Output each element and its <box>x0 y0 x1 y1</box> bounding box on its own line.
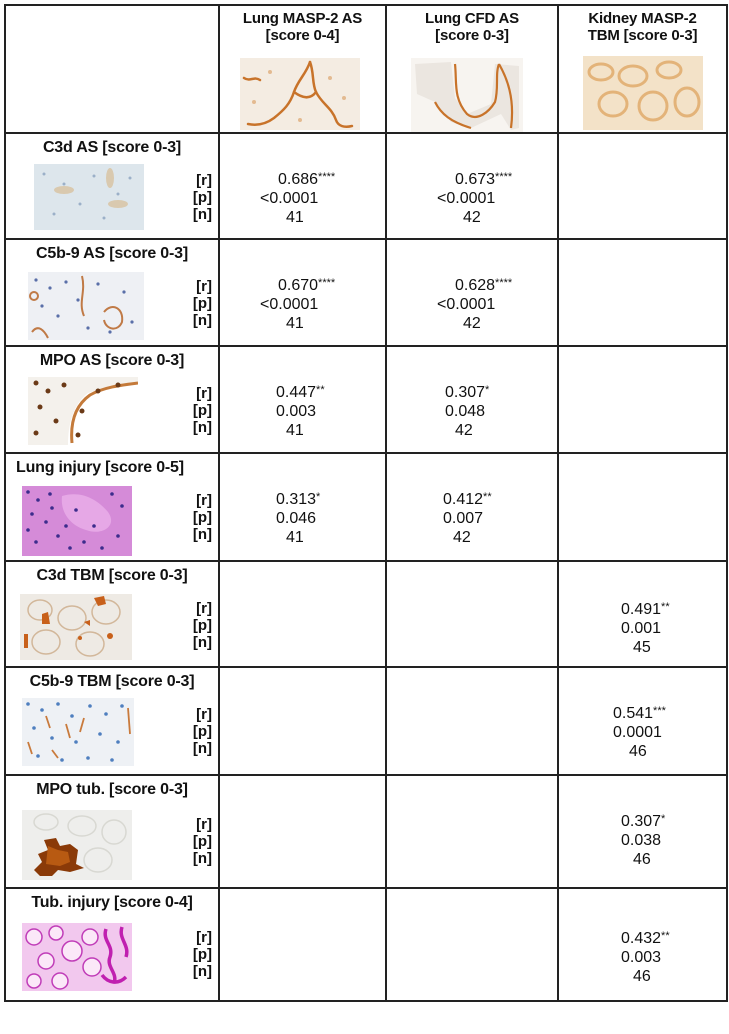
row-title: MPO tub. [score 0-3] <box>36 781 188 798</box>
table-row <box>5 561 727 667</box>
cell-mpo-tub-lung-cfd <box>386 775 558 888</box>
cell-mpo-as-kidney-masp2 <box>558 346 727 453</box>
p-value: <0.0001 <box>260 296 319 313</box>
p-value: <0.0001 <box>437 296 496 313</box>
n-value: 42 <box>453 529 471 546</box>
mpo-tub-stain-image <box>22 810 132 880</box>
cell-c3d-as-kidney-masp2 <box>558 133 727 239</box>
p-value: 0.048 <box>445 403 486 420</box>
cell-c5b9-tbm-lung-masp2 <box>219 667 386 775</box>
table-row <box>5 239 727 346</box>
cell-tub-injury-kidney-masp2 <box>558 888 727 1001</box>
r-value: 0.686**** <box>278 171 336 188</box>
column-title: Lung CFD AS <box>425 10 519 27</box>
cell-tub-injury-lung-cfd <box>386 888 558 1001</box>
lung-cfd-stain-image <box>411 58 523 132</box>
column-header-lung-cfd <box>386 5 558 133</box>
row-title: C5b-9 TBM [score 0-3] <box>29 673 195 690</box>
cell-c3d-tbm-kidney-masp2 <box>558 561 727 667</box>
n-value: 46 <box>629 743 647 760</box>
r-value: 0.447** <box>276 384 325 401</box>
r-value: 0.307* <box>621 813 666 830</box>
column-score-range: [score 0-3] <box>435 27 509 44</box>
n-value: 42 <box>463 315 481 332</box>
cell-mpo-as-lung-masp2 <box>219 346 386 453</box>
correlation-table <box>4 4 728 1002</box>
p-value: <0.0001 <box>260 190 319 207</box>
r-value: 0.313* <box>276 491 321 508</box>
stat-labels: [r] [p] [n] <box>192 600 212 651</box>
stat-labels: [r] [p] [n] <box>192 816 212 867</box>
cell-mpo-as-lung-cfd <box>386 346 558 453</box>
cell-mpo-tub-kidney-masp2 <box>558 775 727 888</box>
r-value: 0.432** <box>621 930 670 947</box>
n-value: 46 <box>633 968 651 985</box>
table-row <box>5 453 727 561</box>
cell-c3d-tbm-lung-cfd <box>386 561 558 667</box>
stat-labels: [r] [p] [n] <box>192 706 212 757</box>
c3d-tbm-stain-image <box>20 594 132 660</box>
cell-c5b9-as-lung-cfd <box>386 239 558 346</box>
cell-mpo-tub-lung-masp2 <box>219 775 386 888</box>
table-row <box>5 775 727 888</box>
cell-c3d-tbm-lung-masp2 <box>219 561 386 667</box>
stat-labels: [r] [p] [n] <box>192 385 212 436</box>
n-value: 42 <box>463 209 481 226</box>
r-value: 0.412** <box>443 491 492 508</box>
corner-cell <box>5 5 219 133</box>
stat-labels: [r] [p] [n] <box>192 492 212 543</box>
p-value: <0.0001 <box>437 190 496 207</box>
kidney-masp2-stain-image <box>583 56 703 130</box>
row-title: Tub. injury [score 0-4] <box>31 894 193 911</box>
column-score-range: [score 0-4] <box>265 27 340 44</box>
column-header-kidney-masp2 <box>558 5 727 133</box>
column-title: Kidney MASP-2 <box>588 10 697 27</box>
p-value: 0.003 <box>621 949 662 966</box>
n-value: 45 <box>633 639 651 656</box>
table-row <box>5 667 727 775</box>
row-title: C3d AS [score 0-3] <box>42 139 182 156</box>
r-value: 0.670**** <box>278 277 336 294</box>
column-header-lung-masp2 <box>219 5 386 133</box>
header-row <box>5 5 727 133</box>
p-value: 0.046 <box>276 510 317 527</box>
cell-c5b9-as-lung-masp2 <box>219 239 386 346</box>
n-value: 41 <box>286 529 304 546</box>
lung-injury-stain-image <box>22 486 132 556</box>
column-title: Lung MASP-2 AS <box>242 10 363 27</box>
row-title: C3d TBM [score 0-3] <box>36 567 188 584</box>
row-title: C5b-9 AS [score 0-3] <box>36 245 188 262</box>
r-value: 0.628**** <box>455 277 513 294</box>
stat-labels: [r] [p] [n] <box>192 172 212 223</box>
row-header <box>5 775 219 888</box>
n-value: 41 <box>286 209 304 226</box>
mpo-as-stain-image <box>28 377 138 445</box>
stat-labels: [r] [p] [n] <box>192 278 212 329</box>
c5b9-tbm-stain-image <box>22 698 134 766</box>
r-value: 0.673**** <box>455 171 513 188</box>
row-header <box>5 133 219 239</box>
row-header <box>5 667 219 775</box>
c3d-as-stain-image <box>34 164 144 230</box>
row-header <box>5 453 219 561</box>
n-value: 42 <box>455 422 473 439</box>
cell-lung-injury-lung-masp2 <box>219 453 386 561</box>
n-value: 41 <box>286 422 304 439</box>
lung-masp2-stain-image <box>240 58 360 130</box>
row-header <box>5 239 219 346</box>
p-value: 0.007 <box>443 510 484 527</box>
p-value: 0.0001 <box>613 724 662 741</box>
r-value: 0.491** <box>621 601 670 618</box>
p-value: 0.038 <box>621 832 662 849</box>
cell-c5b9-as-kidney-masp2 <box>558 239 727 346</box>
row-header <box>5 561 219 667</box>
row-title: MPO AS [score 0-3] <box>39 352 185 369</box>
cell-c5b9-tbm-lung-cfd <box>386 667 558 775</box>
p-value: 0.001 <box>621 620 662 637</box>
table-row <box>5 888 727 1001</box>
stat-labels: [r] [p] [n] <box>192 929 212 980</box>
c5b9-as-stain-image <box>28 272 144 340</box>
n-value: 41 <box>286 315 304 332</box>
tub-injury-stain-image <box>22 923 132 991</box>
cell-c3d-as-lung-masp2 <box>219 133 386 239</box>
row-title: Lung injury [score 0-5] <box>16 459 184 476</box>
table-row <box>5 346 727 453</box>
column-score-range: TBM [score 0-3] <box>587 27 698 44</box>
cell-c3d-as-lung-cfd <box>386 133 558 239</box>
row-header <box>5 888 219 1001</box>
cell-lung-injury-kidney-masp2 <box>558 453 727 561</box>
cell-c5b9-tbm-kidney-masp2 <box>558 667 727 775</box>
row-header <box>5 346 219 453</box>
r-value: 0.307* <box>445 384 490 401</box>
p-value: 0.003 <box>276 403 317 420</box>
cell-lung-injury-lung-cfd <box>386 453 558 561</box>
cell-tub-injury-lung-masp2 <box>219 888 386 1001</box>
r-value: 0.541*** <box>613 705 666 722</box>
table-row <box>5 133 727 239</box>
n-value: 46 <box>633 851 651 868</box>
